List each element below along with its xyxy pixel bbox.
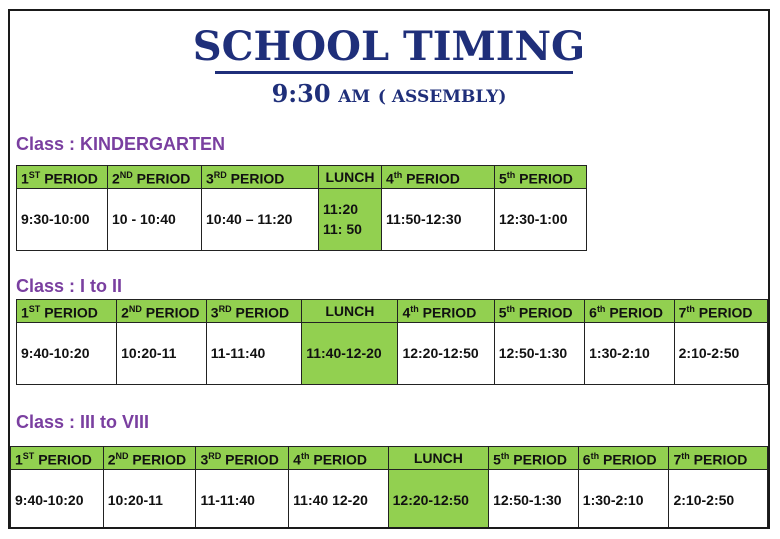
header-period-label: PERIOD xyxy=(132,170,191,187)
header-ordinal-suffix: RD xyxy=(208,451,222,461)
header-period-label: PERIOD xyxy=(309,451,368,468)
timetable-kindergarten xyxy=(16,165,587,251)
header-ordinal-suffix: th xyxy=(393,170,403,180)
header-cell xyxy=(117,300,207,323)
header-ordinal-suffix: th xyxy=(686,304,695,314)
header-number: 5 xyxy=(499,170,507,187)
period-time-cell: 9:40-10:20 xyxy=(11,469,104,529)
header-period-label: PERIOD xyxy=(34,451,92,468)
header-cell xyxy=(196,447,289,470)
header-ordinal-suffix: th xyxy=(590,451,600,461)
class-heading-kindergarten: Class : KINDERGARTEN xyxy=(16,134,226,154)
header-ordinal-suffix: ND xyxy=(115,451,129,461)
header-cell xyxy=(398,300,494,323)
header-ordinal-suffix: th xyxy=(506,170,516,180)
time-row xyxy=(17,322,768,384)
lunch-time-cell: 11:20 11: 50 xyxy=(319,188,382,250)
header-period-label: PERIOD xyxy=(689,451,748,468)
header-period-label: PERIOD xyxy=(226,170,285,187)
header-row xyxy=(11,447,768,470)
header-number: 1 xyxy=(21,304,29,321)
header-number: 1 xyxy=(21,170,29,187)
header-number: 3 xyxy=(200,451,209,468)
assembly-am: AM xyxy=(338,87,371,107)
assembly-subtitle xyxy=(10,79,768,112)
header-number: 2 xyxy=(107,451,116,468)
header-cell xyxy=(382,166,495,189)
header-number: 6 xyxy=(582,451,591,468)
period-time-cell: 2:10-2:50 xyxy=(674,322,767,384)
header-cell xyxy=(11,447,104,470)
header-cell xyxy=(578,447,669,470)
header-number: 4 xyxy=(386,170,394,187)
header-number: 5 xyxy=(493,451,501,468)
header-period-label: PERIOD xyxy=(402,170,460,187)
header-period-label: PERIOD xyxy=(694,304,753,321)
header-period-label: PERIOD xyxy=(128,451,187,468)
header-cell xyxy=(289,447,388,470)
header-period-label: PERIOD xyxy=(40,170,98,187)
timetable-iii-to-viii xyxy=(10,446,768,529)
header-cell xyxy=(674,300,767,323)
period-time-cell: 11-11:40 xyxy=(206,322,301,384)
header-cell xyxy=(17,166,108,189)
period-time-cell: 10:40 – 11:20 xyxy=(202,188,319,250)
assembly-time: 9:30 xyxy=(271,79,331,108)
header-cell xyxy=(17,300,117,323)
header-cell xyxy=(202,166,319,189)
header-number: 3 xyxy=(210,304,219,321)
header-number: 7 xyxy=(673,451,682,468)
header-period-label: PERIOD xyxy=(515,170,573,187)
header-cell xyxy=(489,447,579,470)
period-time-cell: 1:30-2:10 xyxy=(578,469,669,529)
header-ordinal-suffix: ST xyxy=(28,304,41,314)
period-time-cell: 10:20-11 xyxy=(103,469,196,529)
header-cell xyxy=(669,447,768,470)
header-period-label: PERIOD xyxy=(605,304,664,321)
time-row xyxy=(11,469,768,529)
header-ordinal-suffix: th xyxy=(681,451,690,461)
header-cell xyxy=(103,447,196,470)
header-number: 2 xyxy=(121,304,129,321)
header-period-label: PERIOD xyxy=(221,451,279,468)
header-ordinal-suffix: ND xyxy=(119,170,133,180)
header-row xyxy=(17,300,768,323)
class-heading-iii-to-viii: Class : III to VIII xyxy=(16,412,150,432)
header-ordinal-suffix: th xyxy=(410,304,419,314)
assembly-close-paren: ) xyxy=(498,87,507,107)
period-time-cell: 2:10-2:50 xyxy=(669,469,768,529)
period-time-cell: 12:30-1:00 xyxy=(495,188,587,250)
header-number: 2 xyxy=(112,170,120,187)
period-time-cell: 11-11:40 xyxy=(196,469,289,529)
assembly-open-paren: ( xyxy=(377,87,392,107)
class-heading-i-to-ii: Class : I to II xyxy=(16,276,123,296)
period-time-cell: 10 - 10:40 xyxy=(108,188,202,250)
header-ordinal-suffix: th xyxy=(300,451,310,461)
header-number: 5 xyxy=(498,304,507,321)
header-period-label: PERIOD xyxy=(599,451,657,468)
header-number: 4 xyxy=(293,451,301,468)
lunch-time-cell: 11:40-12-20 xyxy=(302,322,398,384)
header-ordinal-suffix: RD xyxy=(218,304,232,314)
header-cell xyxy=(302,300,398,323)
header-row xyxy=(17,166,587,189)
header-ordinal-suffix: ST xyxy=(22,451,35,461)
header-number: 1 xyxy=(15,451,23,468)
period-time-cell: 11:40 12-20 xyxy=(289,469,388,529)
header-cell xyxy=(585,300,674,323)
header-cell xyxy=(319,166,382,189)
header-number: 4 xyxy=(402,304,411,321)
header-number: LUNCH xyxy=(325,168,375,185)
period-time-cell: 1:30-2:10 xyxy=(585,322,674,384)
header-ordinal-suffix: th xyxy=(506,304,515,314)
header-period-label: PERIOD xyxy=(40,304,98,321)
header-ordinal-suffix: th xyxy=(500,451,510,461)
title-underline xyxy=(215,71,573,74)
period-time-cell: 12:50-1:30 xyxy=(494,322,584,384)
header-period-label: PERIOD xyxy=(509,451,567,468)
lunch-time-cell: 12:20-12:50 xyxy=(388,469,488,529)
header-period-label: PERIOD xyxy=(231,304,290,321)
header-number: 6 xyxy=(589,304,597,321)
header-number: LUNCH xyxy=(325,302,375,319)
header-cell xyxy=(108,166,202,189)
header-ordinal-suffix: ST xyxy=(28,170,41,180)
header-number: 7 xyxy=(678,304,687,321)
header-ordinal-suffix: th xyxy=(596,304,606,314)
timetable-frame xyxy=(8,9,770,529)
period-time-cell: 12:50-1:30 xyxy=(489,469,579,529)
header-period-label: PERIOD xyxy=(418,304,477,321)
period-time-cell: 11:50-12:30 xyxy=(382,188,495,250)
header-cell xyxy=(494,300,584,323)
header-cell xyxy=(206,300,301,323)
header-period-label: PERIOD xyxy=(141,304,200,321)
header-ordinal-suffix: RD xyxy=(213,170,227,180)
period-time-cell: 12:20-12:50 xyxy=(398,322,494,384)
header-cell xyxy=(495,166,587,189)
header-ordinal-suffix: ND xyxy=(128,304,142,314)
header-period-label: PERIOD xyxy=(515,304,573,321)
period-time-cell: 9:40-10:20 xyxy=(17,322,117,384)
header-cell xyxy=(388,447,488,470)
period-time-cell: 9:30-10:00 xyxy=(17,188,108,250)
page-title: SCHOOL TIMING xyxy=(192,23,586,70)
assembly-label: ASSEMBLY xyxy=(391,87,499,107)
time-row xyxy=(17,188,587,250)
header-number: 3 xyxy=(206,170,214,187)
period-time-cell: 10:20-11 xyxy=(117,322,207,384)
timetable-i-to-ii xyxy=(16,299,768,385)
header-number: LUNCH xyxy=(413,449,463,466)
